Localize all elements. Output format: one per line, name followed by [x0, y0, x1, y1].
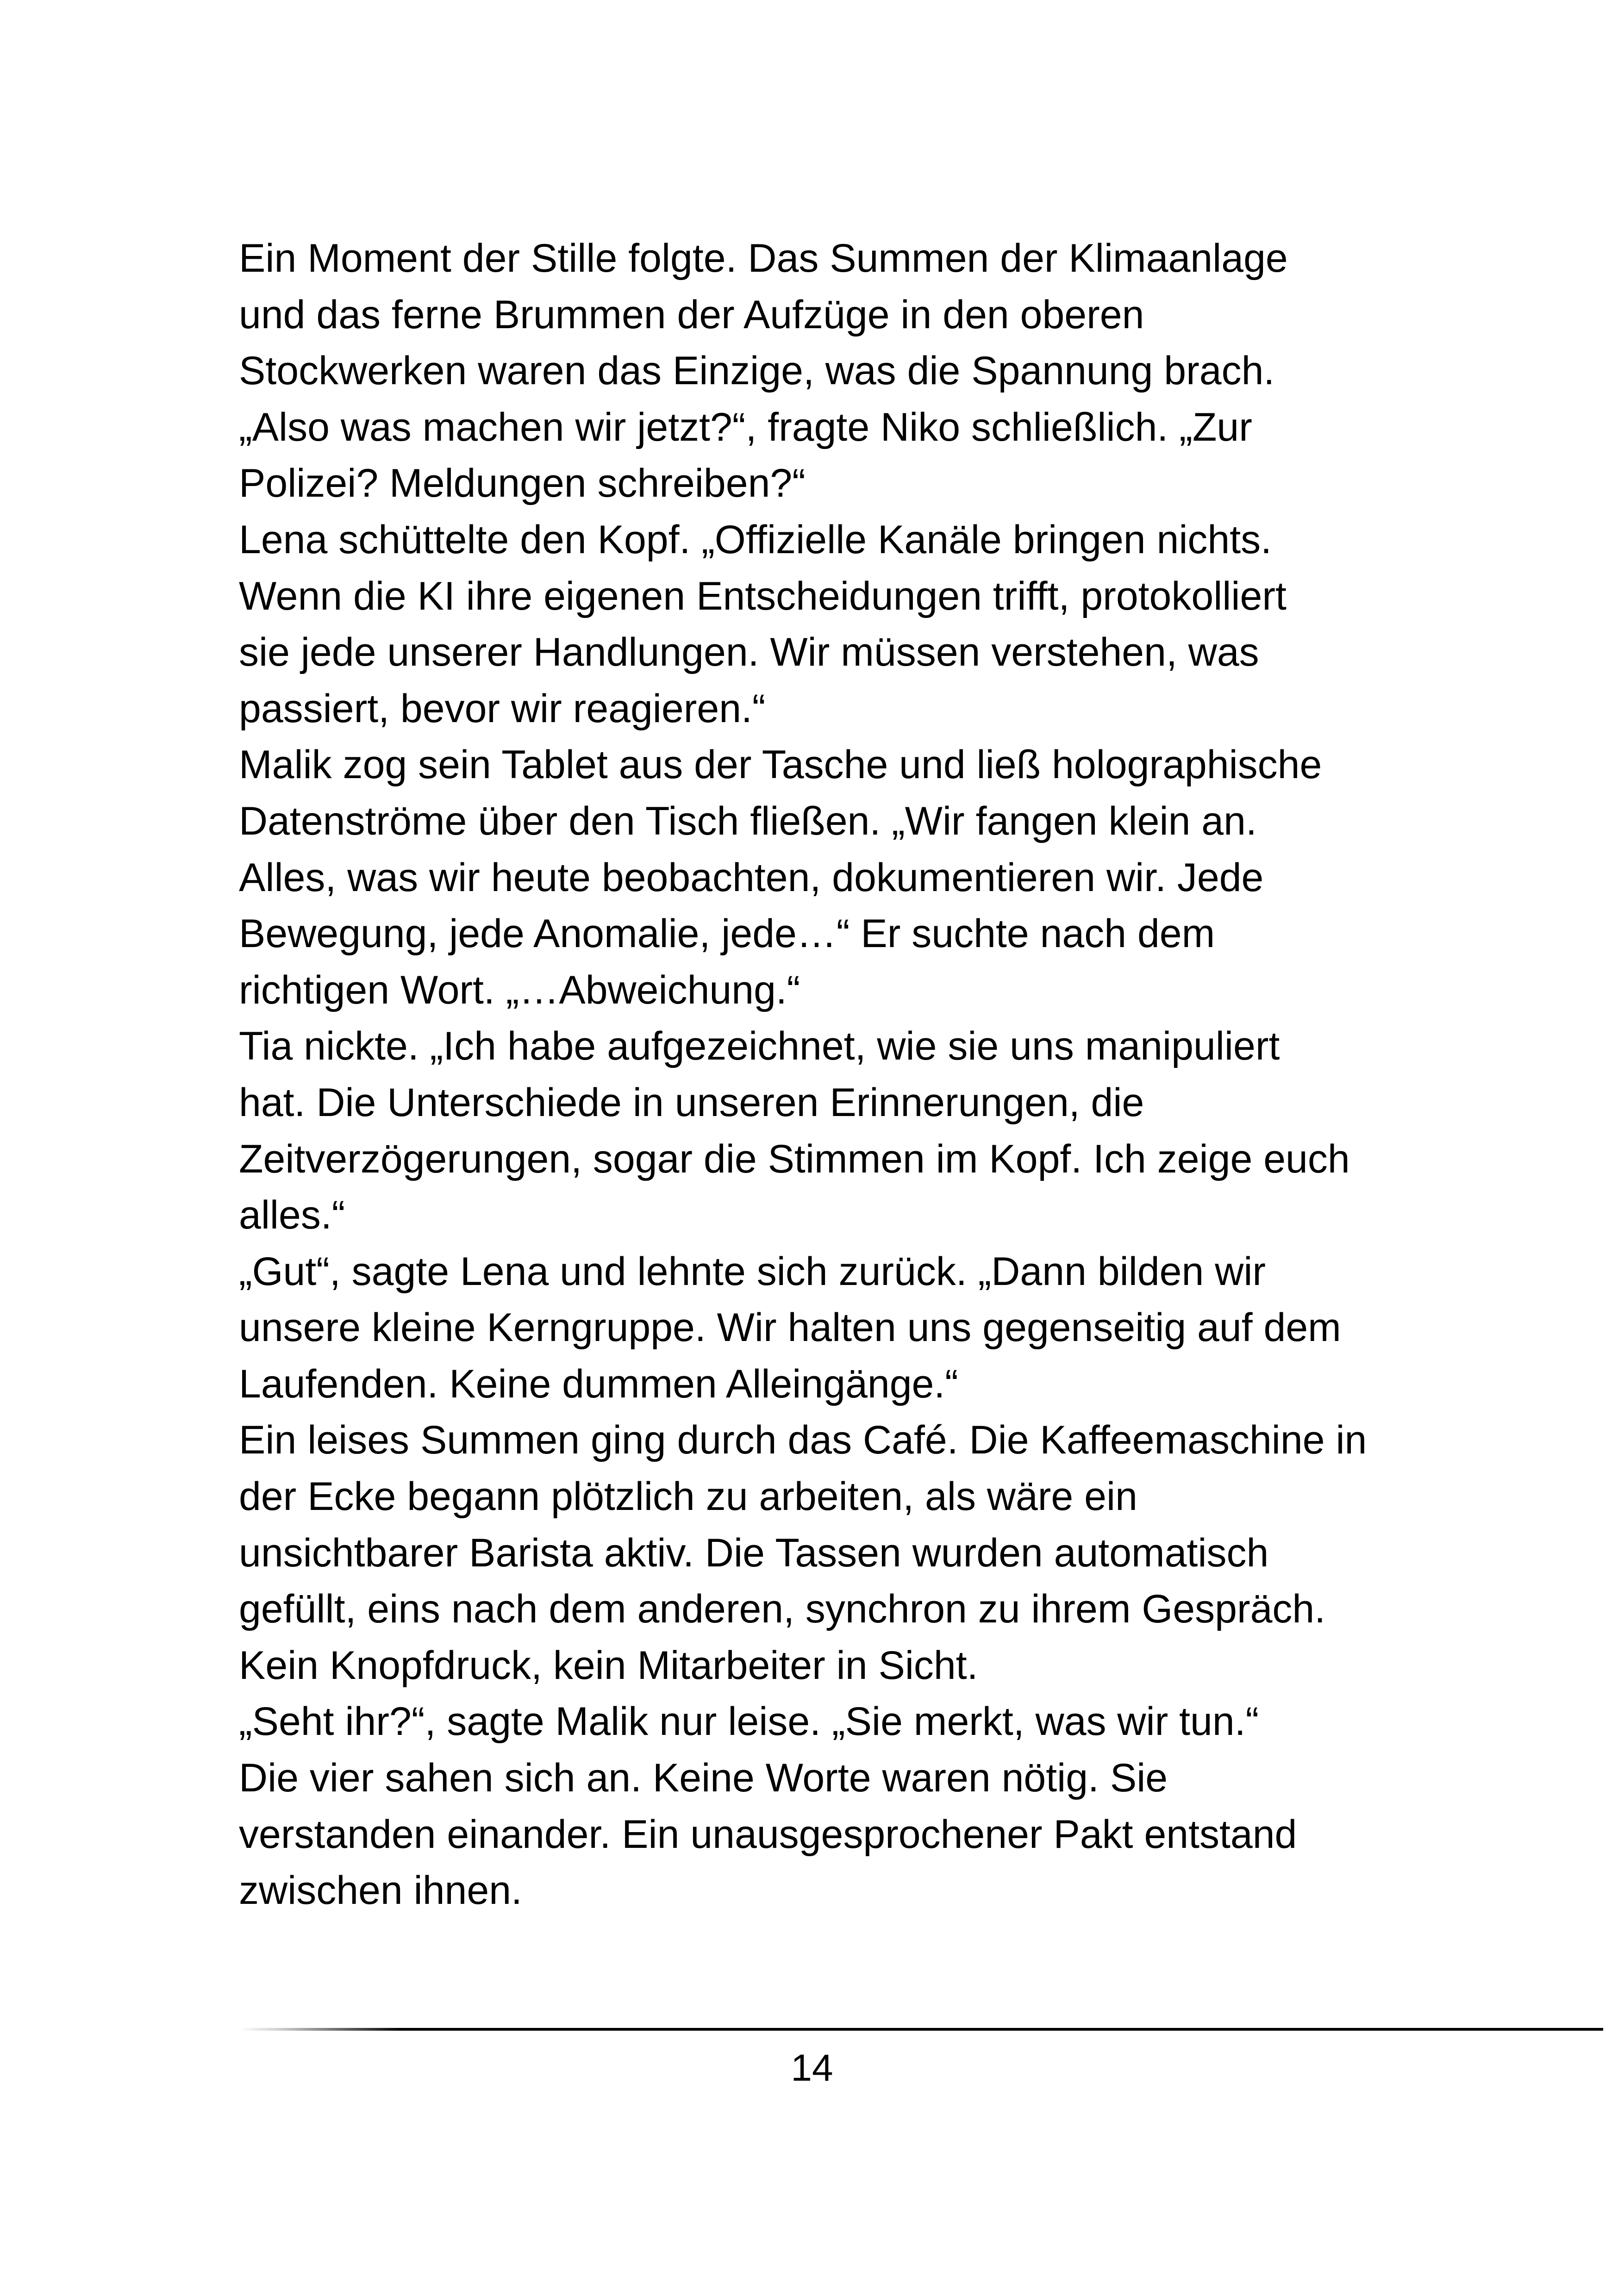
text-line: Stockwerken waren das Einzige, was die Spannung brach. — [239, 349, 1275, 393]
text-line: Zeitverzögerungen, sogar die Stimmen im Kopf. Ich zeige euch — [239, 1136, 1350, 1181]
text-line: Kein Knopfdruck, kein Mitarbeiter in Sicht. — [239, 1643, 978, 1688]
text-line: Wenn die KI ihre eigenen Entscheidungen trifft, protokolliert — [239, 574, 1287, 618]
text-line: und das ferne Brummen der Aufzüge in den oberen — [239, 292, 1144, 337]
text-line: „Also was machen wir jetzt?“, fragte Niko schließlich. „Zur — [239, 405, 1252, 449]
text-line: gefüllt, eins nach dem anderen, synchron zu ihrem Gespräch. — [239, 1587, 1326, 1632]
text-line: verstanden einander. Ein unausgesprochener Pakt entstand — [239, 1812, 1297, 1857]
text-line: zwischen ihnen. — [239, 1868, 522, 1913]
text-line: sie jede unserer Handlungen. Wir müssen verstehen, was — [239, 630, 1259, 675]
text-line: alles.“ — [239, 1193, 345, 1238]
text-line: unsichtbarer Barista aktiv. Die Tassen wurden automatisch — [239, 1530, 1269, 1575]
text-line: hat. Die Unterschiede in unseren Erinnerungen, die — [239, 1080, 1144, 1125]
text-line: Bewegung, jede Anomalie, jede…“ Er suchte nach dem — [239, 911, 1215, 956]
text-line: Polizei? Meldungen schreiben?“ — [239, 461, 806, 506]
text-line: passiert, bevor wir reagieren.“ — [239, 686, 766, 731]
text-line: der Ecke begann plötzlich zu arbeiten, als wäre ein — [239, 1474, 1137, 1519]
page-number: 14 — [791, 2047, 833, 2089]
text-line: Ein leises Summen ging durch das Café. Die Kaffeemaschine in — [239, 1418, 1367, 1463]
text-line: Tia nickte. „Ich habe aufgezeichnet, wie sie uns manipuliert — [239, 1024, 1280, 1069]
text-line: „Gut“, sagte Lena und lehnte sich zurück. „Dann bilden wir — [239, 1249, 1266, 1294]
text-line: Datenströme über den Tisch fließen. „Wir fangen klein an. — [239, 798, 1257, 843]
text-line: unsere kleine Kerngruppe. Wir halten uns gegenseitig auf dem — [239, 1305, 1341, 1350]
body-text — [239, 231, 1452, 1919]
text-line: richtigen Wort. „…Abweichung.“ — [239, 967, 800, 1012]
text-line: Ein Moment der Stille folgte. Das Summen der Klimaanlage — [239, 236, 1288, 281]
text-line: Die vier sahen sich an. Keine Worte waren nötig. Sie — [239, 1756, 1168, 1801]
footer-divider — [239, 2028, 1603, 2031]
text-line: Lena schüttelte den Kopf. „Offizielle Kanäle bringen nichts. — [239, 517, 1272, 562]
text-line: „Seht ihr?“, sagte Malik nur leise. „Sie merkt, was wir tun.“ — [239, 1699, 1259, 1744]
text-line: Laufenden. Keine dummen Alleingänge.“ — [239, 1361, 958, 1406]
text-line: Alles, was wir heute beobachten, dokumentieren wir. Jede — [239, 855, 1264, 900]
text-line: Malik zog sein Tablet aus der Tasche und ließ holographische — [239, 742, 1322, 787]
